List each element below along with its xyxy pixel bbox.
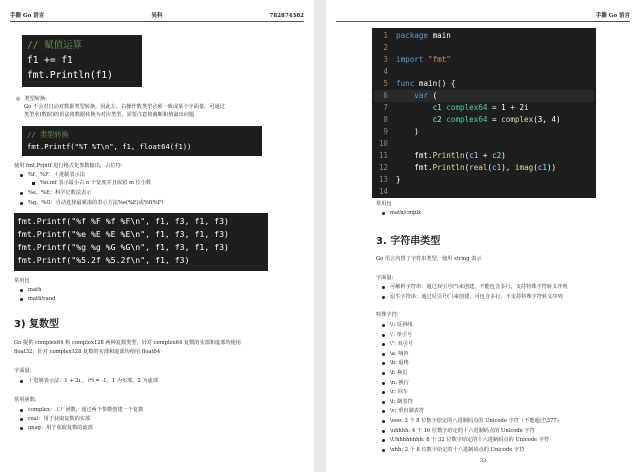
funcs-label: 常用函数: xyxy=(14,397,37,403)
list-item-text: \v: 垂直制表符 xyxy=(390,408,425,415)
code-line xyxy=(374,174,594,186)
list-item xyxy=(382,332,412,339)
code-line: fmt.Printf("%5.2f %5.2f\n", f1, f3) xyxy=(17,255,190,265)
line-number: 4 xyxy=(383,67,388,76)
bullet-icon xyxy=(382,286,385,289)
code-text: import "fmt" xyxy=(396,55,451,64)
list-item xyxy=(20,425,93,432)
list-item-text: 十进制表示法：1 + 2i，，i*i = -1，1 为实部，2 为虚部 xyxy=(28,378,159,384)
line-number: 5 xyxy=(383,79,388,88)
list-item xyxy=(20,416,90,423)
code-line: f1 += f1 xyxy=(27,55,73,66)
line-number: 7 xyxy=(383,103,388,112)
bullet-icon xyxy=(382,372,385,375)
bullet-icon xyxy=(20,409,23,412)
list-item-text: \Uhhhhhhhh: 8 个 32 位数字给定的十六进制码点的 Unicode 字符 xyxy=(390,437,550,444)
bullet-icon xyxy=(382,382,385,385)
list-item xyxy=(382,437,549,444)
line-number: 10 xyxy=(378,139,388,148)
list-item-text: \\: 反斜线 xyxy=(390,322,413,328)
page-header xyxy=(336,10,630,22)
list-item-text: \uhhhh: 4 个 16 位数字给定的十六进制码点的 Unicode 字符 xyxy=(390,427,535,434)
literal-label: 字面量: xyxy=(14,368,32,374)
bullet-icon xyxy=(382,362,385,365)
list-item xyxy=(20,296,55,303)
right-page xyxy=(326,0,640,472)
bullet-icon xyxy=(20,202,23,205)
list-item xyxy=(382,341,413,348)
line-number: 2 xyxy=(383,43,388,52)
code-line xyxy=(374,150,594,162)
list-item xyxy=(32,180,151,187)
bullet-icon xyxy=(20,192,23,195)
bullet-icon xyxy=(382,334,385,337)
special-label: 特殊字符: xyxy=(376,312,399,318)
list-item xyxy=(382,360,409,367)
bullet-icon xyxy=(20,380,23,383)
list-item xyxy=(382,351,409,358)
code-block-conversion xyxy=(22,126,262,156)
bullet-icon xyxy=(382,410,385,413)
list-item-text: 原生字符串：通过反引号(`)来创建，可包含多行，不支持特殊字符转义序列 xyxy=(390,294,563,300)
list-item-text: \f: 换页 xyxy=(390,370,408,376)
code-line xyxy=(374,30,594,42)
list-item-text: \a: 响铃 xyxy=(390,350,409,357)
list-item-text: complex：工厂函数，通过两个参数创建一个复数 xyxy=(28,407,144,413)
page-number: 33 xyxy=(479,458,487,464)
list-item xyxy=(382,294,563,301)
list-item-text: math xyxy=(28,287,42,293)
line-number: 8 xyxy=(383,115,388,124)
code-block-printf xyxy=(14,213,268,271)
code-line: fmt.Println(f1) xyxy=(27,70,113,81)
header-id: 782874382 xyxy=(269,13,304,19)
code-text: c1 complex64 = 1 + 2i xyxy=(432,103,529,112)
header-title: 手撕 Go 语言 xyxy=(10,13,45,19)
bullet-icon xyxy=(20,427,23,430)
list-item-text: %n.mf 表示最小占 n 个宽度并且保留 m 位小数 xyxy=(40,180,152,186)
line-number: 3 xyxy=(383,55,388,64)
list-item xyxy=(382,389,408,396)
list-item-text: \': 单引号 xyxy=(390,331,413,338)
list-item xyxy=(382,380,409,387)
bullet-icon xyxy=(20,298,23,301)
code-line xyxy=(374,102,594,114)
list-item-text: %e、%E：科学记数法表示 xyxy=(28,190,92,196)
bullet-icon xyxy=(20,174,23,177)
square-bullet-icon xyxy=(32,182,35,185)
paragraph: 使用 fmt.Printf 进行格式化参数输出，占位符： xyxy=(14,163,126,169)
paragraph: Go 语言内置了字符串类型，使用 string 表示 xyxy=(376,256,482,262)
paragraph: 类型名(数据)的语法将数据转换为对应类型。需要注意值截断和值溢出问题 xyxy=(24,112,195,118)
list-item-text: \": 双引号 xyxy=(390,341,414,348)
diamond-bullet-icon: ◎ xyxy=(16,96,21,102)
list-item-text: math/cmplx xyxy=(390,210,421,216)
list-item-text: \r: 回车 xyxy=(390,389,408,396)
code-text: c2 complex64 = complex(3, 4) xyxy=(432,115,561,124)
header-author: 吴科 xyxy=(151,13,163,19)
code-line: fmt.Printf("%f %F %f %F\n", f1, f3, f1, f3) xyxy=(17,216,229,226)
list-item-text: \t: 制表符 xyxy=(390,398,413,405)
code-comment: // 类型转换 xyxy=(27,130,69,139)
list-item xyxy=(20,287,41,294)
bullet-icon xyxy=(382,296,385,299)
code-editor xyxy=(372,28,596,198)
line-number: 1 xyxy=(383,31,388,40)
line-number: 9 xyxy=(383,127,388,136)
code-line xyxy=(374,78,594,90)
list-item xyxy=(20,200,163,207)
code-line xyxy=(374,186,594,198)
page-header xyxy=(10,10,304,22)
code-line xyxy=(374,162,594,174)
list-item-text: \ooo: 3 个 8 位数字给定的八进制码点的 Unicode 字符（不能超过\377） xyxy=(390,418,562,424)
code-line: fmt.Printf("%e %E %E %E\n", f1, f3, f1, f3) xyxy=(17,229,229,239)
bullet-icon xyxy=(382,439,385,442)
code-line xyxy=(374,66,594,78)
list-item xyxy=(20,172,85,179)
bullet-icon xyxy=(382,449,385,452)
list-item-text: real：用于获取复数的实部 xyxy=(28,416,91,422)
list-item xyxy=(382,418,562,425)
bullet-icon xyxy=(382,391,385,394)
list-item xyxy=(382,322,412,329)
list-item-text: 可解析字符串：通过双引号(")来创建，不能包含多行，支持特殊字符转义序列 xyxy=(390,284,568,290)
list-item-text: \xhh: 2 个 8 位数字给定的十六进制码点的 Unicode 字符 xyxy=(390,446,525,453)
code-text: package main xyxy=(396,31,451,40)
list-item xyxy=(20,190,91,197)
header-title: 手撕 Go 语言 xyxy=(595,13,630,19)
line-number: 14 xyxy=(378,187,388,196)
common-pkgs-label: 常用包 xyxy=(376,201,392,207)
code-text: func main() { xyxy=(396,79,456,88)
line-number: 13 xyxy=(378,175,388,184)
code-comment: // 赋值运算 xyxy=(27,40,83,51)
bullet-icon xyxy=(382,401,385,404)
line-number: 11 xyxy=(378,151,388,160)
type-conv-title: 类型转换: xyxy=(24,96,47,102)
section-title: 3) 复数型 xyxy=(14,319,60,330)
list-item xyxy=(382,284,568,291)
list-item xyxy=(382,370,407,377)
bullet-icon xyxy=(382,353,385,356)
bullet-icon xyxy=(382,324,385,327)
left-page xyxy=(0,0,314,472)
code-text: fmt.Println(real(c1), imag(c1)) xyxy=(396,163,557,172)
bullet-icon xyxy=(20,418,23,421)
list-item xyxy=(20,378,158,385)
bullet-icon xyxy=(382,212,385,215)
list-item-text: \b: 退格 xyxy=(390,360,409,367)
code-text: } xyxy=(396,175,401,184)
list-item-text: %g、%G：自动选择最紧凑的表示方法%e(%E)或%f(%F) xyxy=(28,200,164,206)
paragraph: Go 不会对自动对数据类型转换，因此左、右操作数类型必须一致或某个字面量，可通过 xyxy=(24,104,225,110)
bullet-icon xyxy=(382,430,385,433)
list-item-text: math/rand xyxy=(28,296,56,302)
code-text: ) xyxy=(396,127,419,136)
bullet-icon xyxy=(382,420,385,423)
paragraph: float32，针对 complex128 复数的实部和虚部均使用 float64 xyxy=(14,349,161,355)
list-item xyxy=(20,407,143,414)
bullet-icon xyxy=(382,343,385,346)
line-number: 6 xyxy=(383,91,388,100)
code-line xyxy=(374,54,594,66)
list-item xyxy=(382,210,421,217)
list-item xyxy=(382,408,424,415)
paragraph: Go 提供 complex64 和 complex128 两种复数类型，针对 complex64 复数的实部和虚部均使用 xyxy=(14,340,241,346)
code-line xyxy=(374,114,594,126)
list-item-text: %f、%F：十进制表示法 xyxy=(28,172,85,178)
code-text: var ( xyxy=(414,91,438,100)
list-item xyxy=(382,447,524,454)
code-line: fmt.Printf("%g %g %G %G\n", f1, f3, f1, f3) xyxy=(17,242,229,252)
code-line: fmt.Printf("%T %T\n", f1, float64(f1)) xyxy=(27,142,192,151)
code-line xyxy=(374,138,594,150)
code-line xyxy=(374,126,594,138)
code-line xyxy=(374,90,594,102)
literal-label: 字面量: xyxy=(376,275,394,281)
code-text: fmt.Println(c1 + c2) xyxy=(396,151,506,160)
list-item-text: \n: 换行 xyxy=(390,379,409,386)
list-item xyxy=(382,428,535,435)
type-conv-title-row xyxy=(16,96,47,103)
list-item xyxy=(382,399,413,406)
code-line xyxy=(374,42,594,54)
code-block-assign xyxy=(22,35,142,87)
line-number: 12 xyxy=(378,163,388,172)
list-item-text: imag：用于获取复数的虚部 xyxy=(28,425,93,431)
section-title: 3. 字符串类型 xyxy=(376,236,441,247)
common-pkgs-label: 常用包 xyxy=(14,278,30,284)
bullet-icon xyxy=(20,289,23,292)
